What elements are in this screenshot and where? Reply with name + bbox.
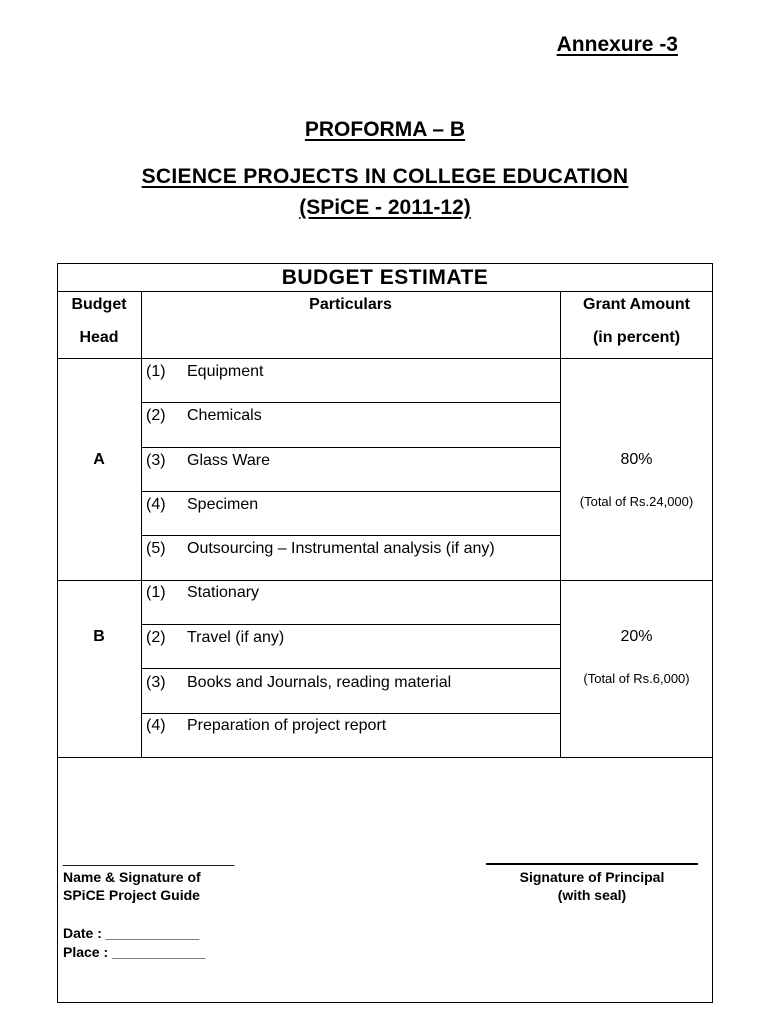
item-number: (5) (146, 540, 166, 557)
item-label: Specimen (187, 496, 259, 513)
document-title: SCIENCE PROJECTS IN COLLEGE EDUCATION (141, 165, 629, 188)
item-label: Chemicals (187, 407, 262, 424)
budget-head-a: A (93, 451, 105, 468)
table-divider (57, 757, 713, 758)
budget-estimate-title: BUDGET ESTIMATE (281, 266, 489, 289)
grant-total-a: (Total of Rs.24,000) (579, 494, 694, 509)
row-divider (141, 402, 560, 403)
principal-signature-line (486, 863, 698, 865)
date-field: Date : ____________ (63, 925, 200, 941)
item-label: Glass Ware (187, 452, 270, 469)
row-divider (141, 491, 560, 492)
row-divider (141, 713, 560, 714)
guide-signature-line: ______________________ (63, 850, 235, 866)
grant-percent-b: 20% (620, 628, 653, 645)
budget-head-header: Budget (71, 296, 127, 313)
row-divider (141, 447, 560, 448)
item-number: (2) (146, 407, 166, 424)
row-divider (141, 668, 560, 669)
principal-signature-label: Signature of Principal (519, 869, 665, 885)
item-number: (4) (146, 717, 166, 734)
item-number: (3) (146, 452, 166, 469)
grant-total-b: (Total of Rs.6,000) (583, 671, 690, 686)
grant-amount-header: Grant Amount (583, 296, 690, 313)
item-number: (2) (146, 629, 166, 646)
item-label: Outsourcing – Instrumental analysis (if any) (187, 540, 495, 557)
table-divider (57, 580, 713, 581)
place-field: Place : ____________ (63, 944, 206, 960)
particulars-header: Particulars (309, 296, 392, 313)
document-subtitle: (SPiCE - 2011-12) (299, 196, 471, 219)
item-label: Stationary (187, 584, 260, 601)
table-divider (57, 291, 713, 292)
budget-head-b: B (93, 628, 105, 645)
table-divider (141, 291, 142, 757)
grant-percent-a: 80% (620, 451, 653, 468)
row-divider (141, 624, 560, 625)
guide-signature-label: SPiCE Project Guide (63, 887, 200, 903)
row-divider (141, 535, 560, 536)
proforma-title: PROFORMA – B (304, 118, 466, 141)
guide-signature-label: Name & Signature of (63, 869, 201, 885)
item-label: Travel (if any) (187, 629, 285, 646)
item-label: Preparation of project report (187, 717, 387, 734)
item-number: (1) (146, 363, 166, 380)
table-divider (560, 291, 561, 757)
budget-head-header: Head (79, 329, 119, 346)
table-divider (57, 358, 713, 359)
grant-amount-header: (in percent) (592, 329, 681, 346)
item-label: Equipment (187, 363, 264, 380)
item-number: (1) (146, 584, 166, 601)
principal-seal-label: (with seal) (557, 887, 627, 903)
annexure-label: Annexure -3 (556, 33, 678, 56)
item-number: (3) (146, 674, 166, 691)
item-number: (4) (146, 496, 166, 513)
item-label: Books and Journals, reading material (187, 674, 452, 691)
